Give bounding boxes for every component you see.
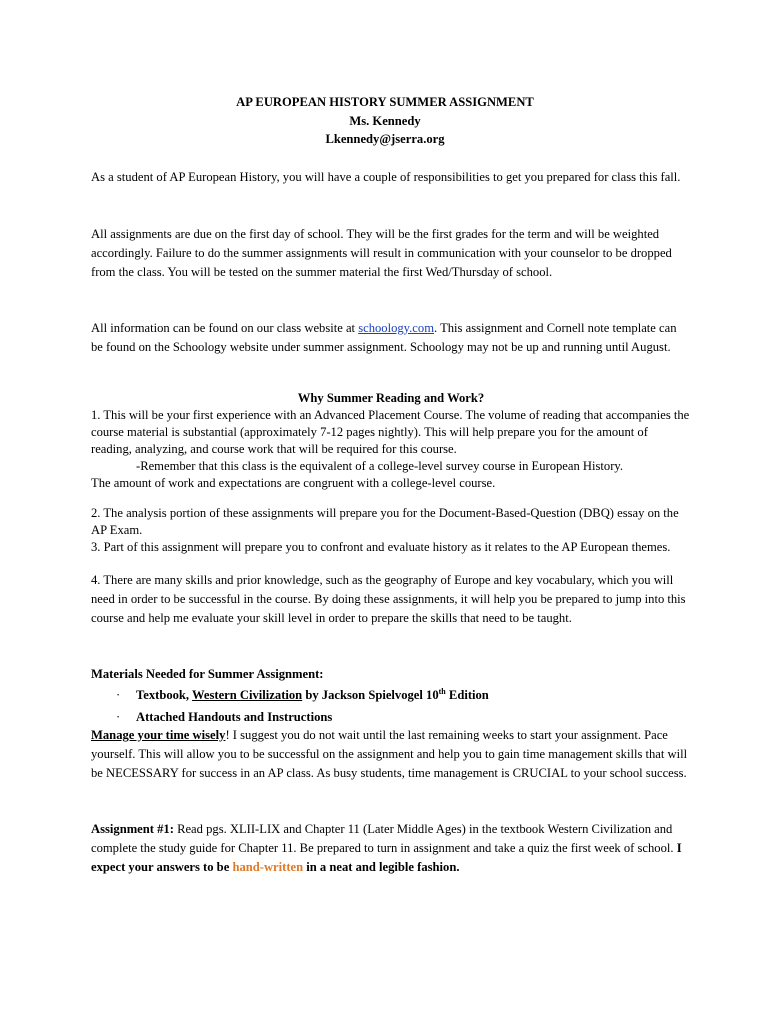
teacher-name: Ms. Kennedy — [349, 113, 421, 128]
materials-heading: Materials Needed for Summer Assignment: — [91, 667, 324, 681]
why-items-2-3 — [91, 505, 691, 556]
website-paragraph — [91, 319, 691, 357]
why-item-1: 1. This will be your first experience with an Advanced Placement Course. The volume of reading that accompanies the course material is substantial (approximately 7-12 pages nightly). This will help prepare you for the amount of reading, analyzing, and course work that will be required for this course. — [91, 407, 690, 456]
textbook-post: Edition — [445, 688, 489, 702]
website-text-post: . This assignment and Cornell note template can be found on the Schoology website under summer assignment. Schoology may not be up and running until August. — [91, 321, 677, 354]
time-management-lead: Manage your time wisely — [91, 728, 226, 742]
assignment-1-text: Read pgs. XLII-LIX and Chapter 11 (Later Middle Ages) in the textbook Western Civilization and complete the study guide for Chapter 11. Be prepared to turn in assignment and take a quiz the first week of school. — [91, 822, 677, 855]
assignment-1-bold-pre: I expect your answers to be — [91, 840, 682, 874]
why-heading: Why Summer Reading and Work? — [297, 391, 485, 405]
handouts-text: Attached Handouts and Instructions — [136, 709, 333, 724]
teacher-email: Lkennedy@jserra.org — [325, 132, 445, 146]
textbook-pre: Textbook, — [136, 688, 192, 702]
assignment-1-bold-post: in a neat and legible fashion. — [303, 859, 460, 874]
assignment-1-label: Assignment #1: — [91, 822, 174, 836]
why-item-2: 2. The analysis portion of these assignments will prepare you for the Document-Based-Question (DBQ) essay on the AP Exam. — [91, 506, 679, 537]
materials-item-textbook — [91, 685, 691, 707]
materials-section — [91, 664, 691, 729]
why-item-1-note-cont: The amount of work and expectations are congruent with a college-level course. — [91, 475, 496, 490]
time-management-text: ! I suggest you do not wait until the last remaining weeks to start your assignment. Pace yourself. This will allow you to be successful on the assignment and help you to gain time management skills that will be NECESSARY for success in an AP class. As busy students, time management is CRUCIAL to your school success. — [91, 728, 688, 780]
website-text-pre: All information can be found on our class website at — [91, 321, 359, 335]
document-header — [0, 93, 770, 149]
intro-paragraph: As a student of AP European History, you will have a couple of responsibilities to get you prepared for class this fall. — [91, 170, 681, 184]
textbook-mid: by Jackson Spielvogel 10 — [302, 688, 439, 702]
schoology-link[interactable]: schoology.com — [358, 321, 434, 335]
bullet-icon: · — [116, 709, 121, 724]
hand-written-highlight: hand-written — [232, 859, 304, 874]
why-item-1-note: -Remember that this class is the equivalent of a college-level survey course in European History. — [136, 458, 624, 473]
assignment-1-paragraph — [91, 820, 691, 876]
due-date-paragraph: All assignments are due on the first day of school. They will be the first grades for the term and will be weighted accordingly. Failure to do the summer assignments will result in communication with your counselor to be dropped from the class. You will be tested on the summer material the first Wed/Thursday of school. — [91, 227, 672, 279]
document-title: AP EUROPEAN HISTORY SUMMER ASSIGNMENT — [236, 95, 534, 109]
bullet-icon: · — [116, 688, 121, 702]
edition-superscript: th — [438, 686, 446, 696]
time-management-paragraph — [91, 726, 691, 782]
why-item-4: 4. There are many skills and prior knowledge, such as the geography of Europe and key vocabulary, which you will need in order to be successful in the course. By doing these assignments, it will help you be prepared to jump into this course and help me evaluate your skill level in order to prepare the skills that need to be taught. — [91, 573, 686, 625]
why-section — [91, 390, 691, 491]
textbook-title: Western Civilization — [192, 688, 303, 702]
why-item-3: 3. Part of this assignment will prepare you to confront and evaluate history as it relates to the AP European themes. — [91, 539, 671, 554]
